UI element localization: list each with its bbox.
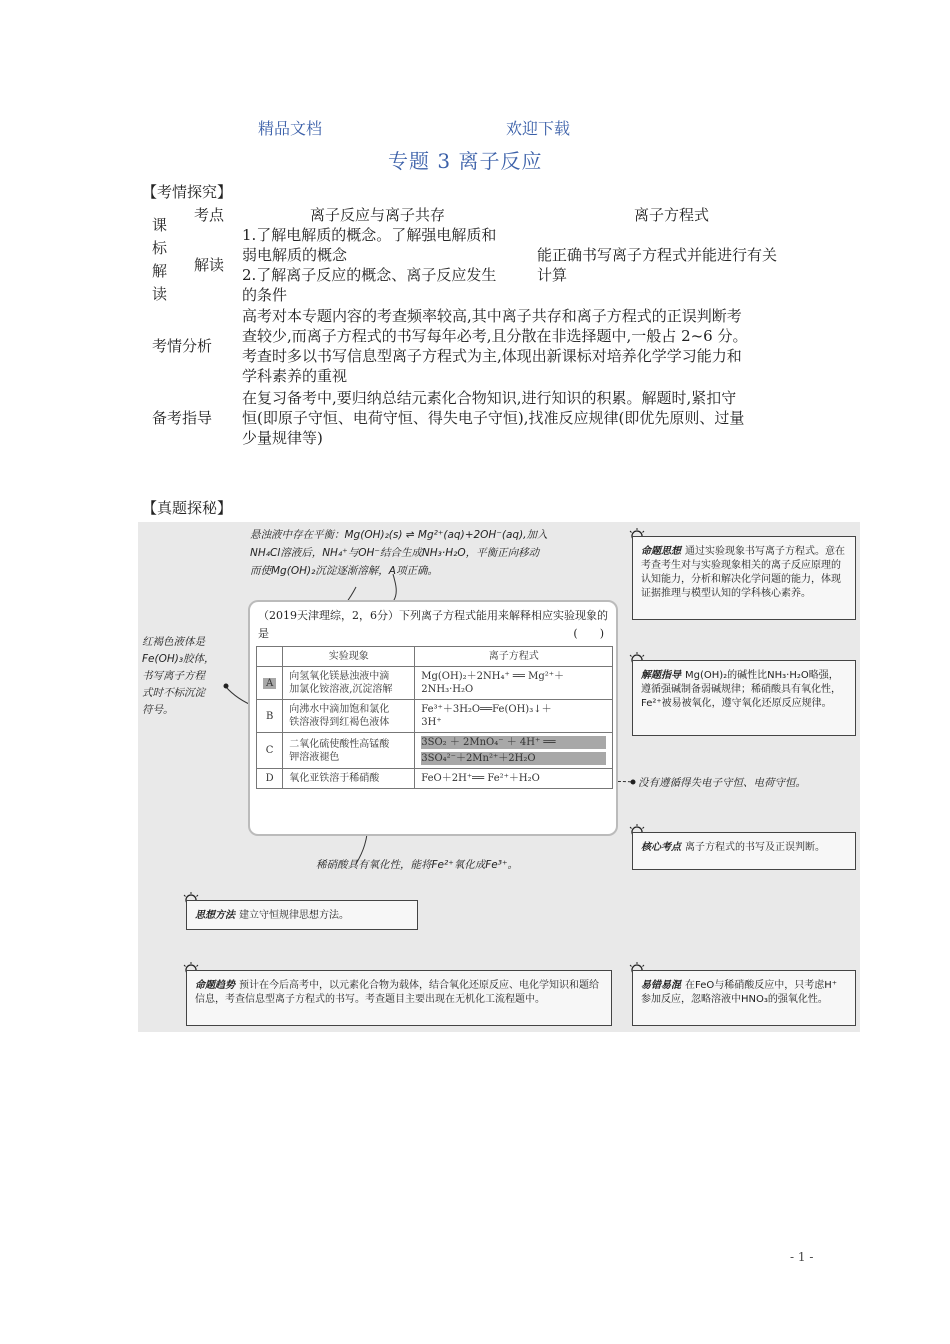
table-header-row	[257, 647, 613, 667]
section-kaoqing: 【考情探究】	[142, 183, 233, 201]
option-a: A	[263, 678, 276, 689]
header-phenomenon: 实验现象	[283, 647, 415, 667]
row-jiedu: 解读	[194, 256, 225, 274]
note-jieti: 解题指导 Mg(OH)₂的碱性比NH₃·H₂O略强，遵循强碱制备弱碱规律；稀硝酸具有氧化性，Fe²⁺被易被氧化，遵守氧化还原反应规律。	[632, 660, 856, 736]
phenomenon-c: 二氧化硫使酸性高锰酸 钾溶液褪色	[283, 733, 415, 769]
note-hexin: 核心考点 离子方程式的书写及正误判断。	[632, 832, 856, 870]
equation-c: 3SO₂ ＋ 2MnO₄⁻ ＋ 4H⁺ ══ 3SO₄²⁻＋2Mn²⁺＋2H₂O	[415, 733, 613, 769]
page-title: 专题 3 离子反应	[388, 149, 543, 173]
exam-figure	[138, 522, 860, 1032]
note-fe-colloid: 红褐色液体是 Fe(OH)₃胶体， 书写离子方程 式时不标沉淀 符号。	[142, 636, 215, 716]
header-left: 精品文档	[258, 119, 323, 138]
guide-text: 在复习备考中,要归纳总结元素化合物知识,进行知识的积累。解题时,紧扣守 恒(即原子守恒、电荷守恒、得失电子守恒),找准反应规律(即优先原则、过量 少量规律等)	[242, 389, 745, 447]
table-row	[257, 733, 613, 769]
question-text: （2019天津理综，2，6分）下列离子方程式能用来解释相应实验现象的是 ( )	[258, 609, 608, 640]
jiedu-left: 1.了解电解质的概念。了解强电解质和 弱电解质的概念 2.了解离子反应的概念、离子反应发生 的条件	[242, 226, 497, 304]
col-ionic-equation: 离子方程式	[634, 206, 710, 224]
equation-d: FeO＋2H⁺══ Fe²⁺＋H₂O	[415, 769, 613, 789]
note-yicuo: 易错易混 在FeO与稀硝酸反应中，只考虑H⁺参加反应，忽略溶液中HNO₃的强氧化性。	[632, 970, 856, 1026]
question-table	[256, 646, 613, 789]
phenomenon-b: 向沸水中滴加饱和氯化 铁溶液得到红褐色液体	[283, 700, 415, 733]
guide-label: 备考指导	[152, 409, 213, 427]
phenomenon-a: 向氢氧化镁悬浊液中滴 加氯化铵溶液,沉淀溶解	[283, 667, 415, 700]
note-mingti: 命题思想 通过实验现象书写离子方程式。意在考查考生对与实验现象相关的离子反应原理的认知能力，分析和解决化学问题的能力，体现证据推理与模型认知的学科核心素养。	[632, 536, 856, 620]
header-equation: 离子方程式	[415, 647, 613, 667]
col-ionic-coexist: 离子反应与离子共存	[310, 206, 446, 224]
option-c: C	[257, 733, 283, 769]
equation-a: Mg(OH)₂＋2NH₄⁺ ══ Mg²⁺＋ 2NH₃·H₂O	[415, 667, 613, 700]
option-b: B	[257, 700, 283, 733]
question-card	[248, 600, 618, 836]
note-mg-hydroxide: 悬浊液中存在平衡：Mg(OH)₂(s) ⇌ Mg²⁺(aq)+2OH⁻(aq),加入 NH₄Cl溶液后，NH₄⁺与OH⁻结合生成NH₃·H₂O，平衡正向移动 而使Mg(OH)₂沉淀逐渐溶解，A项正确。	[250, 529, 548, 577]
header-right: 欢迎下载	[506, 119, 571, 138]
col-kaodian: 考点	[194, 206, 225, 224]
note-sixiang: 思想方法 建立守恒规律思想方法。	[186, 900, 418, 930]
jiedu-right: 能正确书写离子方程式并能进行有关 计算	[537, 246, 778, 284]
phenomenon-d: 氧化亚铁溶于稀硝酸	[283, 769, 415, 789]
option-d: D	[257, 769, 283, 789]
table-row	[257, 769, 613, 789]
note-nitric-acid: 稀硝酸具有氧化性，能将Fe²⁺氧化成Fe³⁺。	[316, 859, 519, 871]
page-number: - 1 -	[790, 1250, 814, 1264]
table-row	[257, 667, 613, 700]
note-qushi: 命题趋势 预计在今后高考中，以元素化合物为载体，结合氧化还原反应、电化学知识和题给信息，考查信息型离子方程式的书写。考查题目主要出现在无机化工流程题中。	[186, 970, 612, 1026]
section-zhenti: 【真题探秘】	[142, 499, 233, 517]
equation-b: Fe³⁺＋3H₂O══Fe(OH)₃↓＋ 3H⁺	[415, 700, 613, 733]
table-row	[257, 700, 613, 733]
row-kebiao: 课 标 解 读	[152, 216, 168, 303]
analysis-label: 考情分析	[152, 337, 213, 355]
note-conservation: 没有遵循得失电子守恒、电荷守恒。	[638, 777, 806, 789]
analysis-text: 高考对本专题内容的考查频率较高,其中离子共存和离子方程式的正误判断考 查较少,而离子方程式的书写每年必考,且分散在非选择题中,一般占 2~6 分。 考查时多以书写信息型离子方程式为主,体现出新课标对培养化学学习能力和 学科素养的重视	[242, 307, 748, 385]
